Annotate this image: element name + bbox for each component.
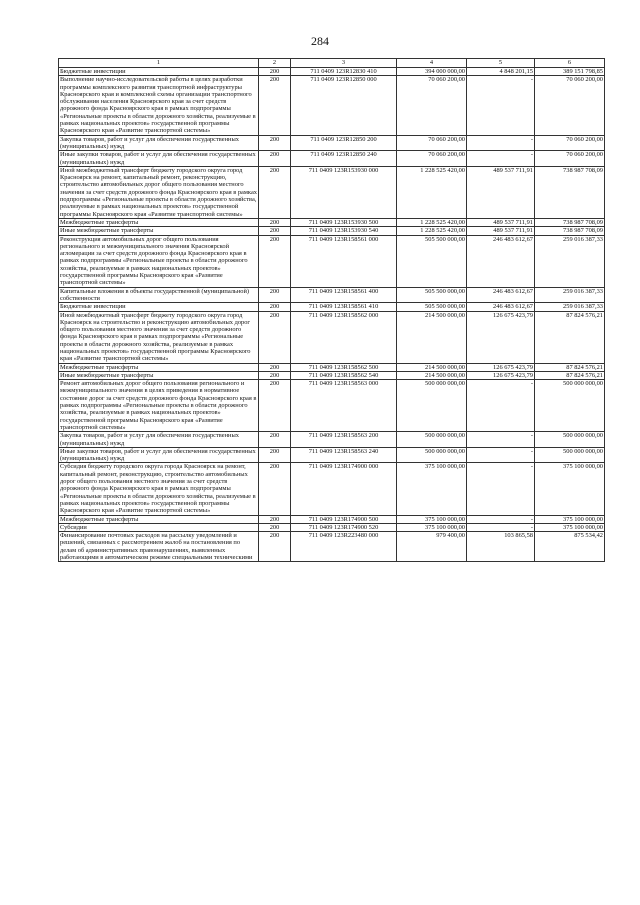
cell-c5: 103 865,58 — [467, 532, 535, 562]
cell-c5: - — [467, 432, 535, 448]
cell-c3: 711 0409 123R158562 500 — [291, 363, 397, 371]
cell-c3: 711 0409 123R158562 540 — [291, 371, 397, 379]
cell-c4: 979 400,00 — [397, 532, 467, 562]
row-description: Иные закупки товаров, работ и услуг для обеспечения государственных (муниципальных) нужд — [59, 447, 259, 463]
cell-c6: 259 016 387,33 — [535, 235, 605, 287]
row-description: Иной межбюджетный трансферт бюджету городского округа город Красноярск на строительство и реконструкцию автомобильных дорог общего пользования местного значения за счет средств дорожного фонда Красноярского края в рамках подпрограммы «Региональные проекты в области дорожного хозяйства, реализуемые в рамках национальных проектов» государственной программы Красноярского края «Развитие транспортной системы» — [59, 311, 259, 363]
table-row — [59, 151, 605, 167]
row-description: Ремонт автомобильных дорог общего пользования регионального и межмуниципального значения в целях приведения в нормативное состояние дорог за счет средств дорожного фонда Красноярского края в рамках подпрограммы «Региональные проекты в области дорожного хозяйства, реализуемые в рамках национальных проектов» государственной программы Красноярского края «Развитие транспортной системы» — [59, 380, 259, 432]
row-description: Иные межбюджетные трансферты — [59, 227, 259, 235]
cell-c2: 200 — [259, 523, 291, 531]
cell-c4: 1 228 525 420,00 — [397, 218, 467, 226]
row-description: Закупка товаров, работ и услуг для обеспечения государственных (муниципальных) нужд — [59, 135, 259, 151]
cell-c3: 711 0409 123R174900 520 — [291, 523, 397, 531]
cell-c4: 375 100 000,00 — [397, 523, 467, 531]
cell-c6: 70 060 200,00 — [535, 76, 605, 135]
cell-c5: 4 848 201,15 — [467, 68, 535, 76]
cell-c4: 505 500 000,00 — [397, 287, 467, 303]
cell-c5: - — [467, 135, 535, 151]
column-header: 3 — [291, 59, 397, 68]
table-row — [59, 311, 605, 363]
column-header: 4 — [397, 59, 467, 68]
cell-c6: 500 000 000,00 — [535, 380, 605, 432]
cell-c5: 246 483 612,67 — [467, 235, 535, 287]
cell-c2: 200 — [259, 303, 291, 311]
table-body — [59, 68, 605, 562]
cell-c6: 87 824 576,21 — [535, 363, 605, 371]
cell-c5: 126 675 423,79 — [467, 363, 535, 371]
cell-c5: - — [467, 380, 535, 432]
cell-c3: 711 0409 123R158563 240 — [291, 447, 397, 463]
cell-c4: 500 000 000,00 — [397, 447, 467, 463]
cell-c5: - — [467, 447, 535, 463]
cell-c5: - — [467, 76, 535, 135]
cell-c4: 500 000 000,00 — [397, 380, 467, 432]
cell-c2: 200 — [259, 311, 291, 363]
cell-c3: 711 0409 123R12850 200 — [291, 135, 397, 151]
table-row — [59, 68, 605, 76]
cell-c2: 200 — [259, 287, 291, 303]
cell-c6: 87 824 576,21 — [535, 311, 605, 363]
column-header: 5 — [467, 59, 535, 68]
cell-c5: 489 537 711,91 — [467, 218, 535, 226]
row-description: Иные межбюджетные трансферты — [59, 371, 259, 379]
cell-c3: 711 0409 123R153930 000 — [291, 166, 397, 218]
cell-c4: 214 500 000,00 — [397, 371, 467, 379]
cell-c3: 711 0409 123R158561 400 — [291, 287, 397, 303]
row-description: Выполнение научно-исследовательской работы в целях разработки программы комплексного развития транспортной инфраструктуры Красноярского края и комплексной схемы организации транспортного обслуживания населения Красноярского края за счет средств дорожного фонда Красноярского края в рамках подпрограммы «Региональные проекты в области дорожного хозяйства, реализуемые в рамках национальных проектов» государственной программы Красноярского края «Развитие транспортной системы» — [59, 76, 259, 135]
cell-c2: 200 — [259, 463, 291, 515]
table-row — [59, 287, 605, 303]
row-description: Межбюджетные трансферты — [59, 218, 259, 226]
cell-c3: 711 0409 123R158563 000 — [291, 380, 397, 432]
cell-c3: 711 0409 123R153930 540 — [291, 227, 397, 235]
column-header: 2 — [259, 59, 291, 68]
cell-c6: 375 100 000,00 — [535, 523, 605, 531]
row-description: Реконструкция автомобильных дорог общего пользования регионального и межмуниципального значения Красноярской агломерации за счет средств дорожного фонда Красноярского края в рамках подпрограммы «Региональные проекты в области дорожного хозяйства, реализуемые в рамках национальных проектов» государственной программы Красноярского края «Развитие транспортной системы» — [59, 235, 259, 287]
table-row — [59, 303, 605, 311]
cell-c2: 200 — [259, 380, 291, 432]
cell-c3: 711 0409 123R158561 000 — [291, 235, 397, 287]
cell-c3: 711 0409 123R12830 410 — [291, 68, 397, 76]
cell-c3: 711 0409 123R153930 500 — [291, 218, 397, 226]
table-header-row — [59, 59, 605, 68]
cell-c2: 200 — [259, 432, 291, 448]
cell-c5: - — [467, 463, 535, 515]
column-header: 6 — [535, 59, 605, 68]
cell-c6: 375 100 000,00 — [535, 515, 605, 523]
table-row — [59, 532, 605, 562]
row-description: Субсидия бюджету городского округа города Красноярск на ремонт, капитальный ремонт, реконструкцию, строительство автомобильных дорог общего пользования местного значения за счет средств дорожного фонда Красноярского края в рамках подпрограммы «Региональные проекты в области дорожного хозяйства, реализуемые в рамках национальных проектов» государственной программы Красноярского края «Развитие транспортной системы» — [59, 463, 259, 515]
cell-c3: 711 0409 123R223480 000 — [291, 532, 397, 562]
table-row — [59, 380, 605, 432]
row-description: Закупка товаров, работ и услуг для обеспечения государственных (муниципальных) нужд — [59, 432, 259, 448]
cell-c5: - — [467, 523, 535, 531]
cell-c5: 246 483 612,67 — [467, 287, 535, 303]
table-row — [59, 227, 605, 235]
cell-c4: 214 500 000,00 — [397, 363, 467, 371]
cell-c6: 738 987 708,09 — [535, 166, 605, 218]
row-description: Финансирование почтовых расходов на рассылку уведомлений и решений, связанных с рассмотрением жалоб на постановления по делам об административных правонарушениях, выявленных работающими в автоматическом режиме специальными техническими — [59, 532, 259, 562]
row-description: Бюджетные инвестиции — [59, 68, 259, 76]
cell-c6: 738 987 708,09 — [535, 227, 605, 235]
cell-c2: 200 — [259, 515, 291, 523]
table-row — [59, 515, 605, 523]
row-description: Межбюджетные трансферты — [59, 363, 259, 371]
cell-c2: 200 — [259, 135, 291, 151]
row-description: Капитальные вложения в объекты государственной (муниципальной) собственности — [59, 287, 259, 303]
table-row — [59, 235, 605, 287]
cell-c6: 875 534,42 — [535, 532, 605, 562]
cell-c2: 200 — [259, 76, 291, 135]
cell-c5: 126 675 423,79 — [467, 311, 535, 363]
cell-c6: 87 824 576,21 — [535, 371, 605, 379]
cell-c4: 1 228 525 420,00 — [397, 227, 467, 235]
cell-c6: 500 000 000,00 — [535, 447, 605, 463]
cell-c3: 711 0409 123R174900 500 — [291, 515, 397, 523]
page-number: 284 — [311, 34, 329, 48]
cell-c6: 70 060 200,00 — [535, 151, 605, 167]
cell-c6: 375 100 000,00 — [535, 463, 605, 515]
cell-c2: 200 — [259, 227, 291, 235]
cell-c6: 70 060 200,00 — [535, 135, 605, 151]
cell-c4: 500 000 000,00 — [397, 432, 467, 448]
row-description: Межбюджетные трансферты — [59, 515, 259, 523]
cell-c6: 738 987 708,09 — [535, 218, 605, 226]
row-description: Субсидии — [59, 523, 259, 531]
cell-c6: 259 016 387,33 — [535, 287, 605, 303]
cell-c2: 200 — [259, 151, 291, 167]
cell-c4: 1 228 525 420,00 — [397, 166, 467, 218]
column-header: 1 — [59, 59, 259, 68]
table-row — [59, 523, 605, 531]
cell-c3: 711 0409 123R12850 000 — [291, 76, 397, 135]
cell-c2: 200 — [259, 68, 291, 76]
cell-c6: 389 151 798,85 — [535, 68, 605, 76]
table-row — [59, 135, 605, 151]
cell-c4: 375 100 000,00 — [397, 515, 467, 523]
table-row — [59, 363, 605, 371]
cell-c4: 505 500 000,00 — [397, 303, 467, 311]
cell-c6: 500 000 000,00 — [535, 432, 605, 448]
cell-c2: 200 — [259, 532, 291, 562]
cell-c4: 214 500 000,00 — [397, 311, 467, 363]
cell-c4: 505 500 000,00 — [397, 235, 467, 287]
row-description: Бюджетные инвестиции — [59, 303, 259, 311]
budget-table — [58, 58, 605, 562]
cell-c4: 70 060 200,00 — [397, 151, 467, 167]
cell-c3: 711 0409 123R158561 410 — [291, 303, 397, 311]
cell-c2: 200 — [259, 371, 291, 379]
cell-c3: 711 0409 123R12850 240 — [291, 151, 397, 167]
cell-c4: 70 060 200,00 — [397, 135, 467, 151]
cell-c5: 126 675 423,79 — [467, 371, 535, 379]
table-row — [59, 463, 605, 515]
row-description: Иной межбюджетный трансферт бюджету городского округа город Красноярск на ремонт, капитальный ремонт, реконструкцию, строительство автомобильных дорог общего пользования местного значения за счет средств дорожного фонда Красноярского края в рамках подпрограммы «Региональные проекты в области дорожного хозяйства, реализуемые в рамках национальных проектов» государственной программы Красноярского края «Развитие транспортной системы» — [60, 166, 257, 218]
cell-c2: 200 — [259, 235, 291, 287]
cell-c5: 489 537 711,91 — [467, 227, 535, 235]
cell-c3: 711 0409 123R158563 200 — [291, 432, 397, 448]
cell-c2: 200 — [259, 363, 291, 371]
cell-c4: 375 100 000,00 — [397, 463, 467, 515]
cell-c4: 394 000 000,00 — [397, 68, 467, 76]
table-row — [59, 166, 605, 218]
cell-c5: 489 537 711,91 — [467, 166, 535, 218]
cell-c3: 711 0409 123R174900 000 — [291, 463, 397, 515]
cell-c6: 259 016 387,33 — [535, 303, 605, 311]
cell-c2: 200 — [259, 218, 291, 226]
table-row — [59, 218, 605, 226]
table-row — [59, 76, 605, 135]
cell-c2: 200 — [259, 447, 291, 463]
cell-c5: 246 483 612,67 — [467, 303, 535, 311]
cell-c4: 70 060 200,00 — [397, 76, 467, 135]
cell-c5: - — [467, 151, 535, 167]
cell-c3: 711 0409 123R158562 000 — [291, 311, 397, 363]
table-row — [59, 371, 605, 379]
row-description: Иные закупки товаров, работ и услуг для обеспечения государственных (муниципальных) нужд — [59, 151, 259, 167]
table-row — [59, 447, 605, 463]
cell-c2: 200 — [259, 166, 291, 218]
cell-c5: - — [467, 515, 535, 523]
table-row — [59, 432, 605, 448]
